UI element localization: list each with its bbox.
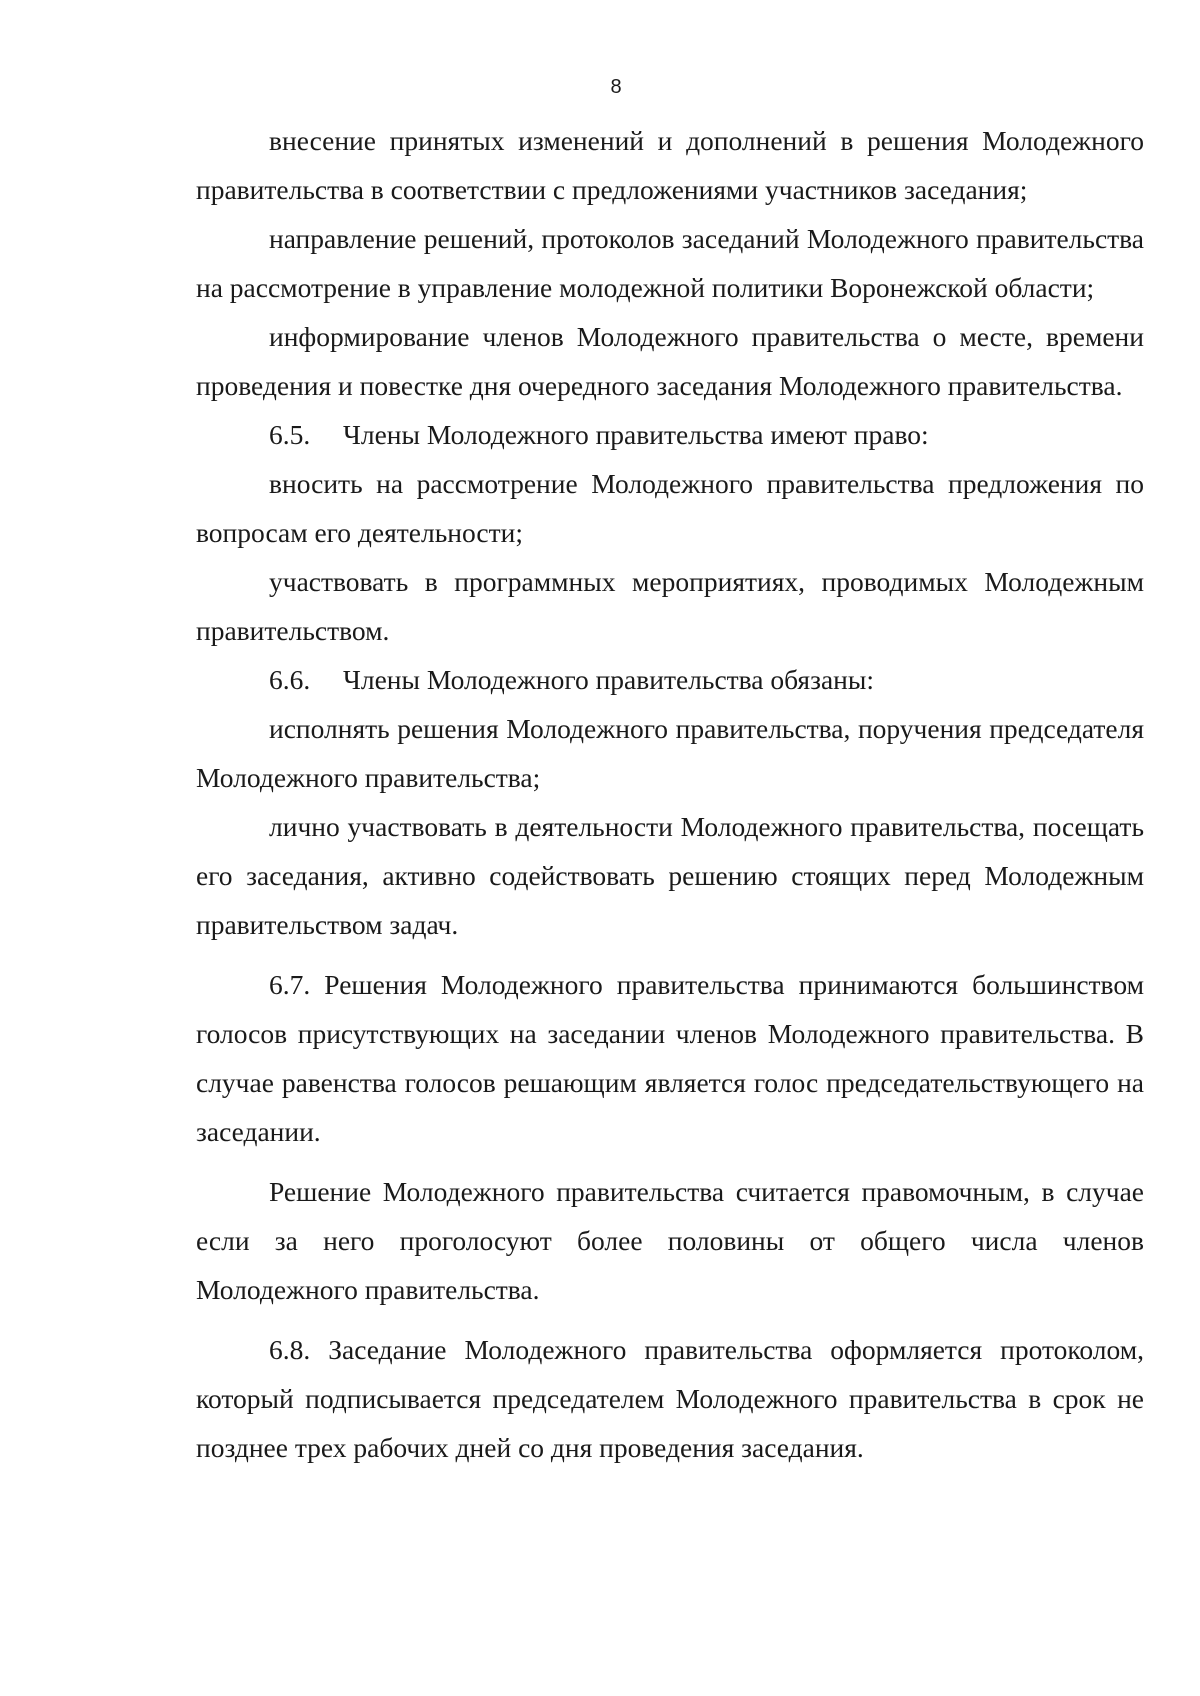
paragraph: внесение принятых изменений и дополнений в решения Молодежного правительства в соответствии с предложениями участников заседания; <box>196 125 1144 205</box>
paragraph: 6.8. Заседание Молодежного правительства оформляется протоколом, который подписывается председателем Молодежного правительства в срок не позднее трех рабочих дней со дня проведения заседания. <box>196 1334 1144 1463</box>
paragraph: исполнять решения Молодежного правительства, поручения председателя Молодежного правительства; <box>196 713 1144 793</box>
paragraph: участвовать в программных мероприятиях, проводимых Молодежным правительством. <box>196 566 1144 646</box>
paragraph-text: Члены Молодежного правительства имеют право: <box>343 419 929 450</box>
paragraph-number: 6.6. <box>269 664 311 695</box>
numbered-paragraph <box>196 655 1144 704</box>
paragraph: 6.7. Решения Молодежного правительства принимаются большинством голосов присутствующих на заседании членов Молодежного правительства. В случае равенства голосов решающим является голос председательствующего на заседании. <box>196 969 1144 1147</box>
paragraph: лично участвовать в деятельности Молодежного правительства, посещать его заседания, активно содействовать решению стоящих перед Молодежным правительством задач. <box>196 811 1144 940</box>
paragraph: вносить на рассмотрение Молодежного правительства предложения по вопросам его деятельности; <box>196 468 1144 548</box>
page-number: 8 <box>610 76 622 98</box>
document-body <box>196 116 1144 1472</box>
paragraph-number: 6.5. <box>269 419 311 450</box>
paragraph: информирование членов Молодежного правительства о месте, времени проведения и повестке дня очередного заседания Молодежного правительства. <box>196 321 1144 401</box>
numbered-paragraph <box>196 410 1144 459</box>
paragraph: Решение Молодежного правительства считается правомочным, в случае если за него проголосуют более половины от общего числа членов Молодежного правительства. <box>196 1176 1144 1305</box>
paragraph: направление решений, протоколов заседаний Молодежного правительства на рассмотрение в управление молодежной политики Воронежской области; <box>196 223 1144 303</box>
paragraph-text: Члены Молодежного правительства обязаны: <box>343 664 874 695</box>
